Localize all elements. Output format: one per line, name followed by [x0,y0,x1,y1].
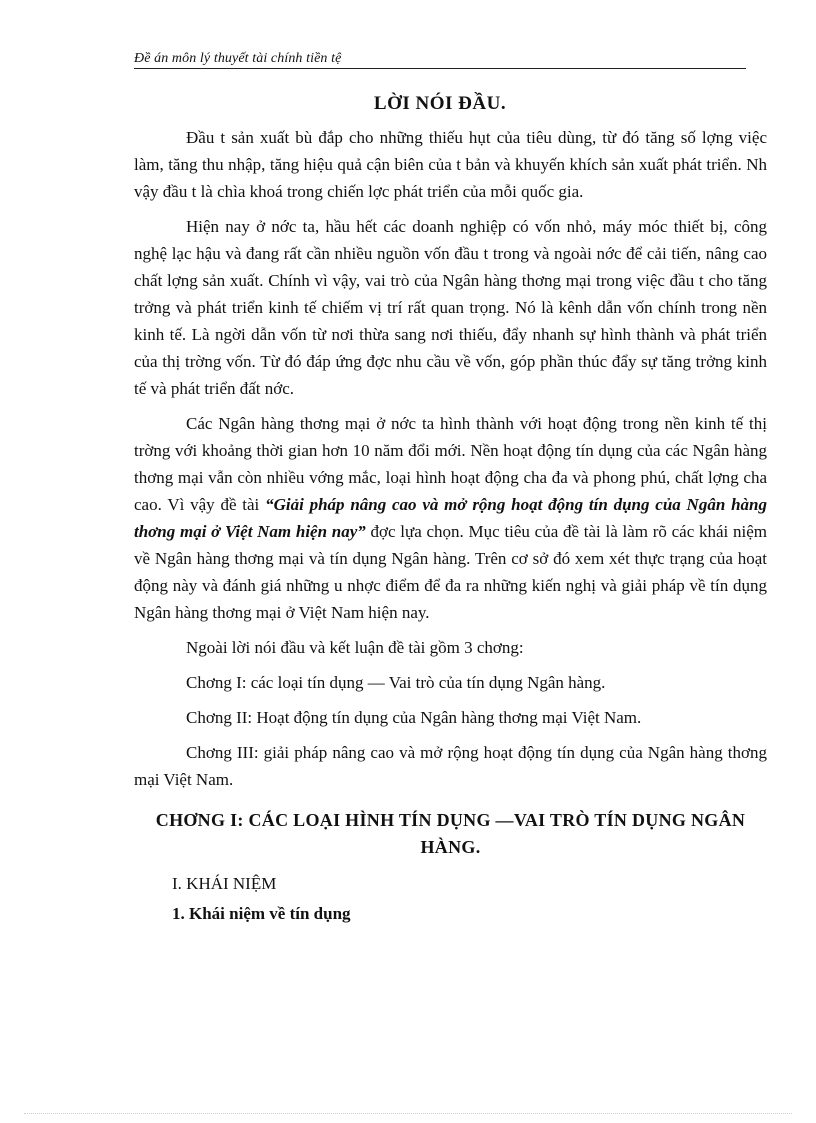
paragraph-3 [134,410,767,626]
chapter-summary-1: Chơng I: các loại tín dụng — Vai trò của tín dụng Ngân hàng. [186,673,606,692]
section-heading: I. KHÁI NIỆM [172,874,277,893]
chapter-summary-3: Chơng III: giải pháp nâng cao và mở rộng hoạt động tín dụng của Ngân hàng thơng mại Việt Nam. [134,743,767,789]
paragraph-1: Đầu t sản xuất bù đắp cho những thiếu hụt của tiêu dùng, từ đó tăng số lợng việc làm, tăng thu nhập, tăng hiệu quả cận biên của t bản và khuyến khích sản xuất phát triển. Nh vậy đầu t là chìa khoá trong chiến lợc phát triển của mỗi quốc gia. [134,128,767,201]
chapter-heading: CHƠNG I: CÁC LOẠI HÌNH TÍN DỤNG —VAI TRÒ TÍN DỤNG NGÂN HÀNG. [155,810,746,857]
paragraph-3-end: đợc lựa chọn. Mục tiêu của đề tài là làm rõ các khái niệm về Ngân hàng thơng mại và tín dụng Ngân hàng. Trên cơ sở đó xem xét thực trạng của hoạt động này và đánh giá những u nhợc điểm để đa ra những kiến nghị và giải pháp về tín dụng Ngân hàng thơng mại ở Việt Nam hiện nay. [134,522,767,622]
thesis-topic: “Giải pháp nâng cao và mở rộng hoạt động tín dụng của Ngân hàng thơng mại ở Việt Nam hiện nay” [134,495,767,541]
paragraph-2: Hiện nay ở nớc ta, hầu hết các doanh nghiệp có vốn nhỏ, máy móc thiết bị, công nghệ lạc hậu và đang rất cần nhiều nguồn vốn đầu t trong và ngoài nớc để cải tiến, nâng cao chất lợng sản xuất. Chính vì vậy, vai trò của Ngân hàng thơng mại trong việc đầu t cho tăng trởng và phát triển kinh tế chiếm vị trí rất quan trọng. Nó là kênh dẫn vốn chính trong nền kinh tế. Là ngời dẫn vốn từ nơi thừa sang nơi thiếu, đẩy nhanh sự hình thành và phát triển của thị trờng vốn. Từ đó đáp ứng đợc nhu cầu về vốn, góp phần thúc đẩy sự tăng trởng kinh tế và phát triển đất nớc. [134,217,767,398]
document-body [134,124,767,929]
chapter-summary-2: Chơng II: Hoạt động tín dụng của Ngân hàng thơng mại Việt Nam. [186,708,642,727]
page-title: LỜI NÓI ĐẦU. [373,93,507,114]
paragraph-4: Ngoài lời nói đầu và kết luận đề tài gồm 3 chơng: [186,638,524,657]
paragraph-3-start: Các Ngân hàng thơng mại ở nớc ta hình thành với hoạt động trong nền kinh tế thị trờng với khoảng thời gian hơn 10 năm đổi mới. Nền hoạt động tín dụng của các Ngân hàng thơng mại vẫn còn nhiều vớng mắc, loại hình hoạt động cha đa và phong phú, chất lợng cha cao. Vì vậy đề tài [134,414,767,514]
running-header: Đề án môn lý thuyết tài chính tiền tệ [134,50,746,69]
page-bottom-border [24,1112,792,1114]
subsection-heading: 1. Khái niệm về tín dụng [172,904,351,923]
